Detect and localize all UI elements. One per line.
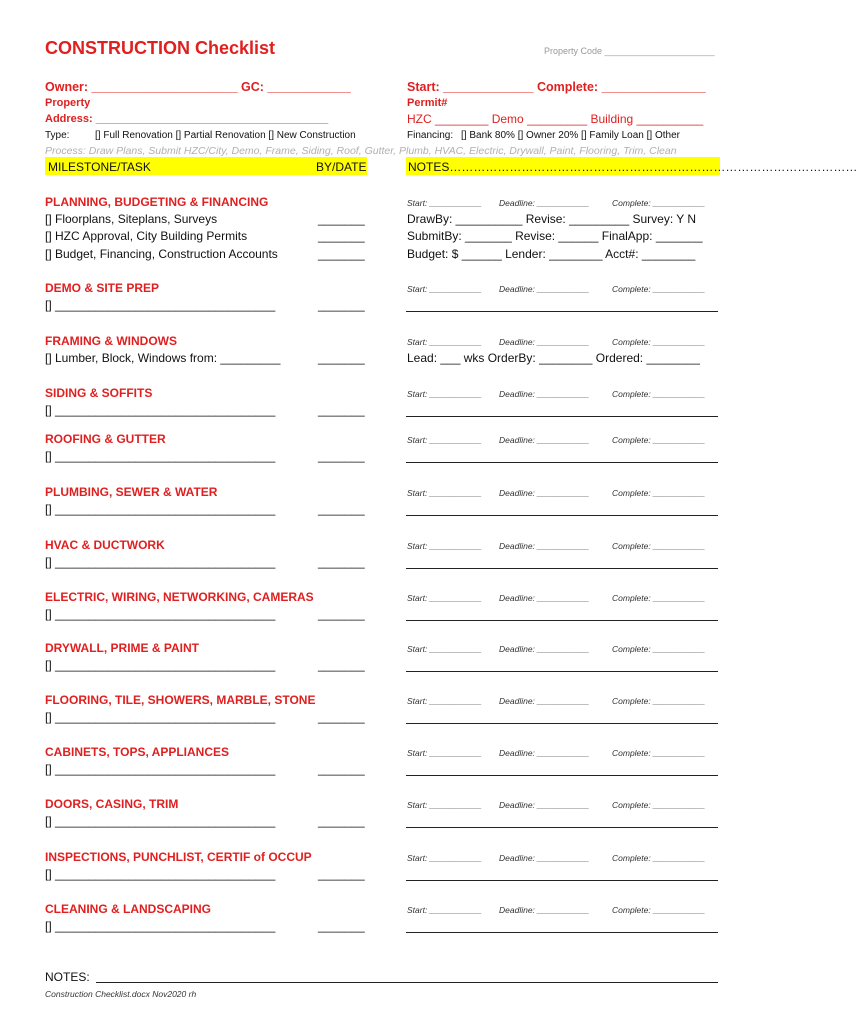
- address-field[interactable]: Address: ______________________________________: [45, 113, 329, 125]
- start-field[interactable]: Start: ___________: [407, 337, 482, 347]
- deadline-field[interactable]: Deadline: ___________: [499, 541, 590, 551]
- task-item[interactable]: [] Lumber, Block, Windows from: _________: [45, 351, 281, 365]
- section-title: DOORS, CASING, TRIM: [45, 797, 179, 811]
- complete-field[interactable]: Complete: ___________: [612, 389, 706, 399]
- notes-line[interactable]: [406, 775, 718, 776]
- by-date-field[interactable]: _______: [318, 814, 365, 828]
- task-item[interactable]: [] _________________________________: [45, 919, 276, 933]
- start-field[interactable]: Start: ___________: [407, 800, 482, 810]
- by-date-field[interactable]: _______: [318, 867, 365, 881]
- notes-line[interactable]: [406, 671, 718, 672]
- task-item[interactable]: [] _________________________________: [45, 555, 276, 569]
- section-title: HVAC & DUCTWORK: [45, 538, 165, 552]
- by-date-field[interactable]: _______: [318, 247, 365, 261]
- by-date-field[interactable]: _______: [318, 229, 365, 243]
- start-complete-field[interactable]: Start: _____________ Complete: _______________: [407, 80, 706, 94]
- deadline-field[interactable]: Deadline: ___________: [499, 488, 590, 498]
- milestone-header: MILESTONE/TASK: [48, 160, 151, 174]
- section-title: FRAMING & WINDOWS: [45, 334, 177, 348]
- start-field[interactable]: Start: ___________: [407, 905, 482, 915]
- draw-by-field[interactable]: DrawBy: __________ Revise: _________ Survey: Y N: [407, 212, 697, 226]
- notes-line[interactable]: [406, 932, 718, 933]
- deadline-field[interactable]: Deadline: ___________: [499, 337, 590, 347]
- task-item[interactable]: [] Budget, Financing, Construction Accounts: [45, 247, 278, 261]
- notes-line[interactable]: [406, 827, 718, 828]
- task-item[interactable]: [] _________________________________: [45, 762, 276, 776]
- by-date-field[interactable]: _______: [318, 710, 365, 724]
- complete-field[interactable]: Complete: ___________: [612, 284, 706, 294]
- by-date-field[interactable]: _______: [318, 607, 365, 621]
- complete-field[interactable]: Complete: ___________: [612, 541, 706, 551]
- start-field[interactable]: Start: ___________: [407, 696, 482, 706]
- task-item[interactable]: [] _________________________________: [45, 658, 276, 672]
- deadline-field[interactable]: Deadline: ___________: [499, 696, 590, 706]
- deadline-field[interactable]: Deadline: ___________: [499, 593, 590, 603]
- by-date-field[interactable]: _______: [318, 298, 365, 312]
- notes-line[interactable]: [406, 515, 718, 516]
- by-date-field[interactable]: _______: [318, 449, 365, 463]
- notes-line[interactable]: [406, 568, 718, 569]
- start-field[interactable]: Start: ___________: [407, 593, 482, 603]
- task-item[interactable]: [] _________________________________: [45, 867, 276, 881]
- task-item[interactable]: [] HZC Approval, City Building Permits: [45, 229, 248, 243]
- permit-field[interactable]: HZC ________ Demo _________ Building __________: [407, 112, 704, 126]
- by-date-field[interactable]: _______: [318, 403, 365, 417]
- section-title: CABINETS, TOPS, APPLIANCES: [45, 745, 230, 759]
- task-item[interactable]: [] _________________________________: [45, 449, 276, 463]
- section-title: INSPECTIONS, PUNCHLIST, CERTIF of OCCUP: [45, 850, 312, 864]
- deadline-field[interactable]: Deadline: ___________: [499, 748, 590, 758]
- notes-line[interactable]: [406, 620, 718, 621]
- deadline-field[interactable]: Deadline: ___________: [499, 644, 590, 654]
- complete-field[interactable]: Complete: ___________: [612, 644, 706, 654]
- start-field[interactable]: Start: ___________: [407, 284, 482, 294]
- section-title: FLOORING, TILE, SHOWERS, MARBLE, STONE: [45, 693, 316, 707]
- task-item[interactable]: [] _________________________________: [45, 607, 276, 621]
- complete-field[interactable]: Complete: ___________: [612, 488, 706, 498]
- start-field[interactable]: Start: ___________: [407, 853, 482, 863]
- by-date-field[interactable]: _______: [318, 212, 365, 226]
- deadline-field[interactable]: Deadline: ___________: [499, 905, 590, 915]
- deadline-field[interactable]: Deadline: ___________: [499, 800, 590, 810]
- notes-line[interactable]: [406, 880, 718, 881]
- type-label: Type:: [45, 130, 70, 141]
- budget-field[interactable]: Budget: $ ______ Lender: ________ Acct#: ________: [407, 247, 696, 261]
- task-item[interactable]: [] _________________________________: [45, 298, 276, 312]
- complete-field[interactable]: Complete: ___________: [612, 905, 706, 915]
- start-field[interactable]: Start: ___________: [407, 389, 482, 399]
- start-field[interactable]: Start: ___________: [407, 435, 482, 445]
- section-title: ROOFING & GUTTER: [45, 432, 166, 446]
- by-date-field[interactable]: _______: [318, 919, 365, 933]
- property-label: Property: [45, 97, 91, 109]
- start-field[interactable]: Start: ___________: [407, 198, 482, 208]
- complete-field[interactable]: Complete: ___________: [612, 435, 706, 445]
- by-date-field[interactable]: _______: [318, 351, 365, 365]
- deadline-field[interactable]: Deadline: ___________: [499, 198, 590, 208]
- permit-label: Permit#: [407, 97, 448, 109]
- start-field[interactable]: Start: ___________: [407, 644, 482, 654]
- complete-field[interactable]: Complete: ___________: [612, 853, 706, 863]
- deadline-field[interactable]: Deadline: ___________: [499, 284, 590, 294]
- lead-order-field[interactable]: Lead: ___ wks OrderBy: ________ Ordered: ________: [407, 351, 700, 365]
- section-title: PLANNING, BUDGETING & FINANCING: [45, 195, 269, 209]
- financing-label: Financing:: [407, 130, 454, 141]
- notes-line[interactable]: [406, 723, 718, 724]
- complete-field[interactable]: Complete: ___________: [612, 748, 706, 758]
- process-text: Process: Draw Plans, Submit HZC/City, Demo, Frame, Siding, Roof, Gutter, Plumb, HVAC, Electric, Drywall, Paint, Flooring, Trim, Clean: [45, 145, 677, 157]
- footer-notes-label: NOTES:: [45, 970, 90, 984]
- deadline-field[interactable]: Deadline: ___________: [499, 435, 590, 445]
- by-date-header: BY/DATE: [316, 160, 367, 174]
- submit-by-field[interactable]: SubmitBy: _______ Revise: ______ FinalApp: _______: [407, 229, 703, 243]
- complete-field[interactable]: Complete: ___________: [612, 337, 706, 347]
- by-date-field[interactable]: _______: [318, 555, 365, 569]
- section-title: DEMO & SITE PREP: [45, 281, 160, 295]
- notes-line[interactable]: [406, 462, 718, 463]
- complete-field[interactable]: Complete: ___________: [612, 198, 706, 208]
- by-date-field[interactable]: _______: [318, 658, 365, 672]
- footer-document-name: Construction Checklist.docx Nov2020 rh: [45, 989, 197, 999]
- start-field[interactable]: Start: ___________: [407, 541, 482, 551]
- type-options[interactable]: [] Full Renovation [] Partial Renovation [] New Construction: [95, 130, 356, 141]
- deadline-field[interactable]: Deadline: ___________: [499, 853, 590, 863]
- complete-field[interactable]: Complete: ___________: [612, 800, 706, 810]
- complete-field[interactable]: Complete: ___________: [612, 696, 706, 706]
- owner-gc-field[interactable]: Owner: _____________________ GC: ____________: [45, 80, 351, 94]
- task-item[interactable]: [] _________________________________: [45, 710, 276, 724]
- complete-field[interactable]: Complete: ___________: [612, 593, 706, 603]
- deadline-field[interactable]: Deadline: ___________: [499, 389, 590, 399]
- start-field[interactable]: Start: ___________: [407, 748, 482, 758]
- page-title: CONSTRUCTION Checklist: [45, 38, 276, 58]
- footer-notes-line[interactable]: [96, 982, 718, 983]
- by-date-field[interactable]: _______: [318, 762, 365, 776]
- by-date-field[interactable]: _______: [318, 502, 365, 516]
- notes-line[interactable]: [406, 416, 718, 417]
- task-item[interactable]: [] _________________________________: [45, 502, 276, 516]
- task-item[interactable]: [] _________________________________: [45, 814, 276, 828]
- section-title: PLUMBING, SEWER & WATER: [45, 485, 218, 499]
- task-item[interactable]: [] Floorplans, Siteplans, Surveys: [45, 212, 218, 226]
- section-title: SIDING & SOFFITS: [45, 386, 153, 400]
- start-field[interactable]: Start: ___________: [407, 488, 482, 498]
- section-title: ELECTRIC, WIRING, NETWORKING, CAMERAS: [45, 590, 314, 604]
- notes-line[interactable]: [406, 311, 718, 312]
- section-title: CLEANING & LANDSCAPING: [45, 902, 212, 916]
- task-item[interactable]: [] _________________________________: [45, 403, 276, 417]
- financing-options[interactable]: [] Bank 80% [] Owner 20% [] Family Loan [] Other: [461, 130, 680, 141]
- property-code-field[interactable]: Property Code ______________________: [544, 46, 715, 56]
- section-title: DRYWALL, PRIME & PAINT: [45, 641, 199, 655]
- notes-header: NOTES…………………………………………………………………………………………: [408, 160, 857, 174]
